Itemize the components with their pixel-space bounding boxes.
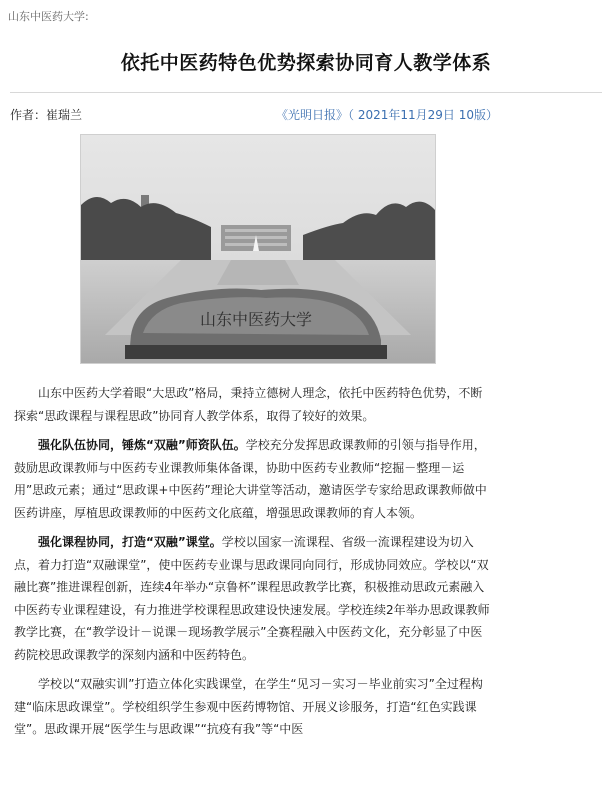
paragraph-3: 强化课程协同，打造“双融”课堂。学校以国家一流课程、省级一流课程建设为切入点，着力打造“双融课堂”，使中医药专业课与思政课同向同行，形成协同效应。学校以“双融比赛”推进课程创新，连续4年举办“京鲁杯”课程思政教学比赛，积极推动思政元素融入中医药专业课程建设，有力推进学校课程思政建设快速发展。学校连续2年举办思政课教师教学比赛，在“教学设计－说课－现场教学展示”全赛程融入中医药文化，充分彰显了中医药院校思政课教学的深刻内涵和中医药特色。	[14, 535, 490, 662]
paragraph-2-lead: 强化队伍协同，锤炼“双融”师资队伍。	[38, 438, 246, 452]
author-line: 作者：崔瑞兰	[10, 108, 83, 122]
paragraph-3-lead: 强化课程协同，打造“双融”课堂。	[38, 535, 222, 549]
campus-photo	[80, 134, 436, 364]
paragraph-4: 学校以“双融实训”打造立体化实践课堂，在学生“见习－实习－毕业前实习”全过程构建“临床思政课堂”。学校组织学生参观中医药博物馆、开展义诊服务，打造“红色实践课堂”。思政课开展“医学生与思政课”“抗疫有我”等“中医	[14, 677, 483, 736]
breadcrumb: 山东中医药大学:	[8, 10, 89, 23]
article-title: 依托中医药特色优势探索协同育人教学体系	[120, 52, 492, 74]
source-link[interactable]: 《光明日报》（ 2021年11月29日 10版）	[276, 108, 498, 122]
monument-inscription: 山东中医药大学	[199, 310, 313, 329]
article-body	[14, 382, 494, 748]
paragraph-2: 强化队伍协同，锤炼“双融”师资队伍。学校充分发挥思政课教师的引领与指导作用，鼓励思政课教师与中医药专业课教师集体备课，协助中医药专业教师“挖掘－整理－运用”思政元素；通过“思政课+中医药”理论大讲堂等活动，邀请医学专家给思政课教师做中医药讲座，厚植思政课教师的中医药文化底蕴，增强思政课教师的育人本领。	[14, 438, 487, 520]
campus-photo-illustration	[81, 135, 435, 363]
divider	[10, 92, 602, 93]
paragraph-1: 山东中医药大学着眼“大思政”格局，秉持立德树人理念，依托中医药特色优势，不断探索“思政课程与课程思政”协同育人教学体系，取得了较好的效果。	[14, 386, 483, 423]
